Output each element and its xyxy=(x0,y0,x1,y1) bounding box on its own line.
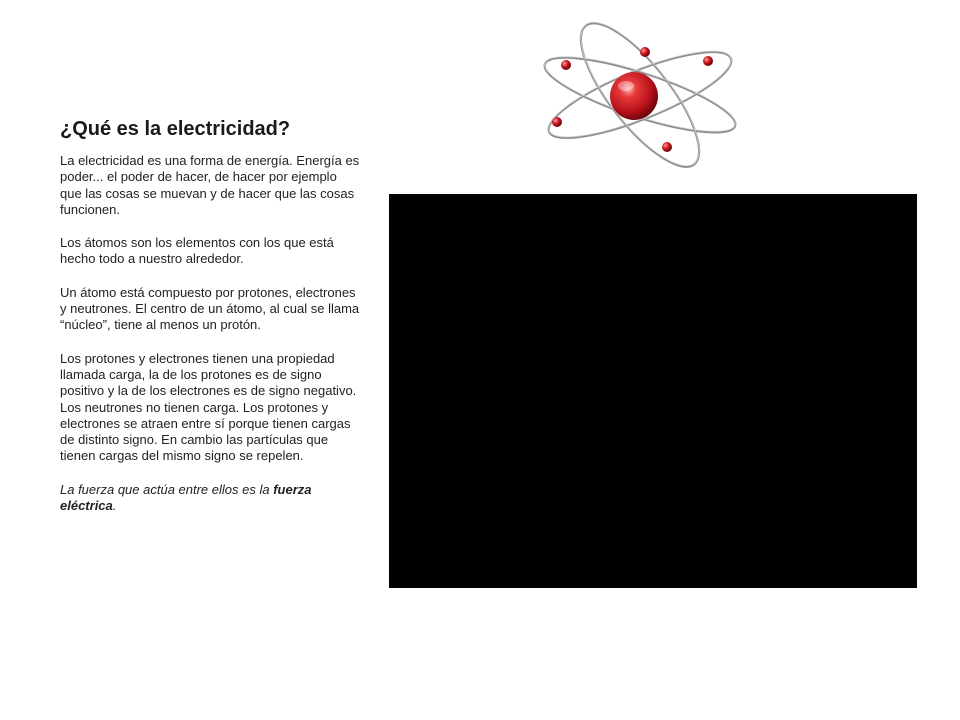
electron-icon xyxy=(561,60,571,70)
electron-icon xyxy=(703,56,713,66)
atom-icon xyxy=(540,10,740,182)
electron-icon xyxy=(662,142,672,152)
slide-body xyxy=(60,153,360,514)
paragraph: Los átomos son los elementos con los que está hecho todo a nuestro alrededor. xyxy=(60,235,334,267)
video-player[interactable] xyxy=(389,194,917,588)
slide-title: ¿Qué es la electricidad? xyxy=(60,118,291,140)
nucleus-icon xyxy=(610,72,658,120)
paragraph: Un átomo está compuesto por protones, electrones y neutrones. El centro de un átomo, al cual se llama “núcleo”, tiene al menos un protón. xyxy=(60,284,360,333)
paragraph: Los protones y electrones tienen una propiedad llamada carga, la de los protones es de signo positivo y la de los electrones es de signo negativo. Los neutrones no tienen carga. Los protones y electrones se atraen entre sí porque tienen cargas de distinto signo. En cambio las partículas que tienen cargas del mismo signo se repelen. xyxy=(60,350,357,464)
paragraph: La electricidad es una forma de energía. Energía es poder... el poder de hacer, de hacer por ejemplo que las cosas se muevan y de hacer que las cosas funcionen. xyxy=(60,153,360,217)
closing-emphasis: fuerza eléctrica xyxy=(60,481,312,514)
closing-text: La fuerza que actúa entre ellos es la xyxy=(60,481,274,497)
closing-paragraph xyxy=(60,482,360,515)
closing-end: . xyxy=(112,498,117,514)
electron-icon xyxy=(640,47,650,57)
electron-icon xyxy=(552,117,562,127)
